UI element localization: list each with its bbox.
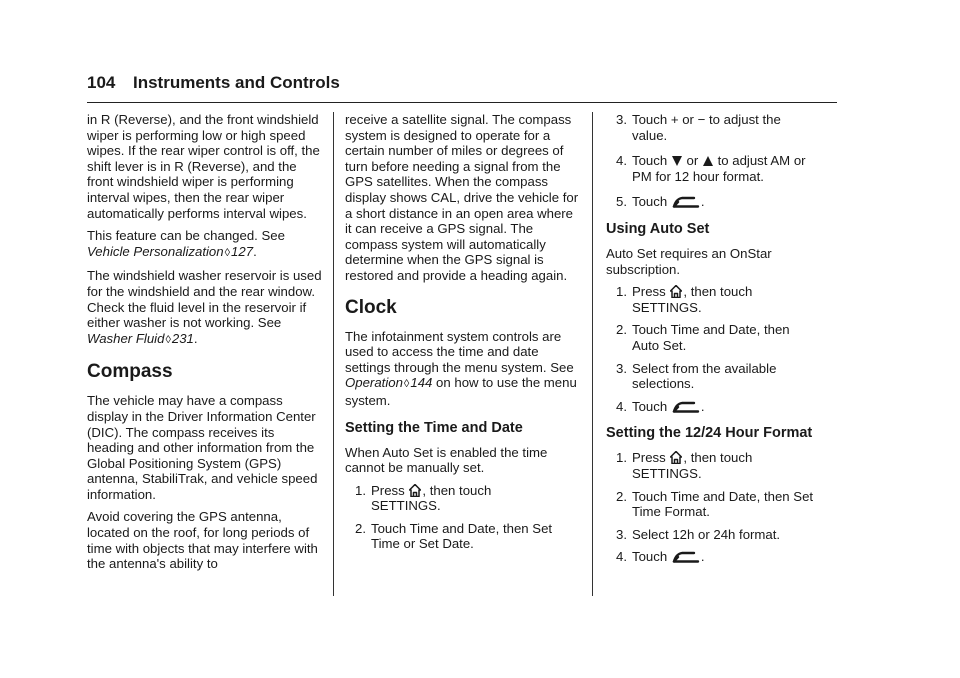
text: Touch (632, 153, 671, 169)
paragraph: receive a satellite signal. The compass system is designed to operate for a certain number of miles or degrees of turn before needing a signal from the GPS satellites. When the compass display shows CAL, drive the vehicle for a short distance in an open area where it can receive a GPS signal. The compass system will automatically determine when the GPS signal is restored and provide a heading again. (345, 112, 579, 283)
paragraph: Auto Set requires an OnStar subscription. (606, 245, 772, 277)
text: Touch Time and Date, then (632, 322, 790, 338)
list-item (606, 527, 842, 543)
list-item (606, 322, 842, 353)
step-number: 4. (616, 398, 627, 414)
list-item (606, 399, 842, 415)
text: to adjust AM or (713, 153, 806, 169)
text: . (253, 243, 257, 259)
home-icon (670, 451, 682, 464)
list-item (606, 450, 842, 481)
list-item (606, 549, 842, 565)
step-number: 1. (616, 450, 627, 466)
page-reference-arrow-icon: ◊ (224, 246, 231, 259)
step-number: 3. (616, 112, 627, 127)
text: Time or Set Date. (371, 536, 474, 552)
step-text (632, 549, 842, 565)
step-number: 1. (616, 284, 627, 300)
list-item (606, 361, 842, 392)
step-text (371, 483, 579, 514)
paragraph (87, 228, 323, 261)
step-text (632, 489, 842, 520)
text: Select 12h or 24h format. (632, 526, 781, 542)
xref-page[interactable]: 231 (171, 330, 194, 346)
back-arrow-icon (672, 400, 700, 413)
list-item (606, 489, 842, 520)
step-text (632, 527, 842, 543)
step-text (632, 322, 842, 353)
heading-12-24-format: Setting the 12/24 Hour Format (606, 425, 813, 442)
paragraph: Avoid covering the GPS antenna, located on the roof, for long periods of time with objects that may interfere with the antenna's ability to (87, 509, 318, 572)
paragraph: When Auto Set is enabled the time cannot be manually set. (345, 444, 548, 476)
step-text (632, 112, 842, 143)
xref-link[interactable]: Operation (345, 375, 403, 391)
xref-page[interactable]: 127 (231, 243, 254, 259)
paragraph: The vehicle may have a compass display in the Driver Information Center (DIC). The compass receives its heading and other information from the Global Positioning System (GPS) antenna, StabiliTrak, and vehicle speed information. (87, 393, 318, 502)
column-divider (592, 112, 593, 596)
text: Touch + or − to adjust the (632, 112, 781, 127)
step-text (632, 153, 842, 184)
up-triangle-icon (703, 155, 713, 167)
column-divider (333, 112, 334, 596)
page-number: 104 (87, 73, 116, 92)
paragraph (345, 329, 579, 409)
text: This feature can be changed. See (87, 228, 285, 244)
text: The infotainment system controls are used to access the time and date settings through the menu system. See (345, 328, 574, 375)
step-number: 1. (355, 482, 366, 498)
paragraph: in R (Reverse), and the front windshield wiper is performing low or high speed wipes. If the rear wiper control is off, the shift lever is in R (Reverse), and the front windshield wiper is performing interval wipes, then the rear wiper automatically performs interval wipes. (87, 112, 320, 221)
step-number: 2. (616, 488, 627, 504)
step-number: 4. (616, 153, 627, 169)
list-item (606, 153, 842, 184)
text: . (193, 330, 198, 346)
xref-page[interactable]: 144 (410, 375, 433, 391)
text: PM for 12 hour format. (632, 168, 764, 184)
text: selections. (632, 376, 695, 392)
back-arrow-icon (672, 195, 700, 208)
page-header (87, 72, 837, 103)
list-item (345, 483, 579, 514)
step-text (632, 194, 842, 210)
text: SETTINGS. (632, 299, 702, 315)
step-text (632, 284, 842, 315)
heading-setting-time-date: Setting the Time and Date (345, 419, 523, 436)
text: value. (632, 127, 668, 143)
column-2 (345, 112, 579, 559)
text: . (700, 194, 705, 210)
list-item (606, 112, 842, 143)
text: Select from the available (632, 360, 777, 376)
text: Press (632, 284, 670, 300)
column-3 (606, 112, 842, 572)
text: Touch Time and Date, then Set (371, 520, 553, 536)
text: , then touch (422, 482, 492, 498)
text: The windshield washer reservoir is used for the windshield and the rear window. Check the fluid level in the reservoir if either washer is not working. See (87, 268, 322, 331)
heading-using-auto-set: Using Auto Set (606, 220, 710, 237)
text: , then touch (683, 284, 753, 300)
step-number: 5. (616, 194, 627, 210)
step-number: 2. (616, 322, 627, 338)
step-text (371, 521, 579, 552)
xref-link[interactable]: Washer Fluid (87, 330, 165, 346)
xref-link[interactable]: Vehicle Personalization (87, 243, 224, 259)
text: . (700, 549, 705, 565)
section-title: Instruments and Controls (133, 73, 340, 92)
home-icon (670, 285, 682, 298)
step-number: 4. (616, 549, 627, 565)
list-item (606, 284, 842, 315)
text: Auto Set. (632, 337, 687, 353)
text: . (700, 398, 705, 414)
heading-clock: Clock (345, 296, 397, 318)
step-text (632, 450, 842, 481)
home-icon (409, 484, 421, 497)
text: Touch (632, 398, 671, 414)
page-reference-arrow-icon: ◊ (165, 333, 171, 346)
text: Touch Time and Date, then Set (632, 488, 814, 504)
page-reference-arrow-icon: ◊ (403, 378, 410, 391)
list-item (606, 194, 842, 210)
back-arrow-icon (672, 550, 700, 563)
column-1 (87, 112, 323, 579)
text: Press (371, 482, 409, 498)
text: , then touch (683, 450, 753, 466)
text: SETTINGS. (632, 465, 702, 481)
step-number: 2. (355, 520, 366, 536)
text: Touch (632, 549, 671, 565)
down-triangle-icon (672, 155, 682, 167)
step-text (632, 361, 842, 392)
step-text (632, 399, 842, 415)
text: on how to use the menu system. (345, 375, 577, 408)
step-number: 3. (616, 360, 627, 376)
paragraph (87, 268, 323, 348)
text: Time Format. (632, 504, 710, 520)
text: Touch (632, 194, 671, 210)
step-number: 3. (616, 526, 627, 542)
text: or (682, 153, 702, 169)
text: SETTINGS. (371, 498, 441, 514)
list-item (345, 521, 579, 552)
heading-compass: Compass (87, 361, 173, 383)
text: Press (632, 450, 670, 466)
